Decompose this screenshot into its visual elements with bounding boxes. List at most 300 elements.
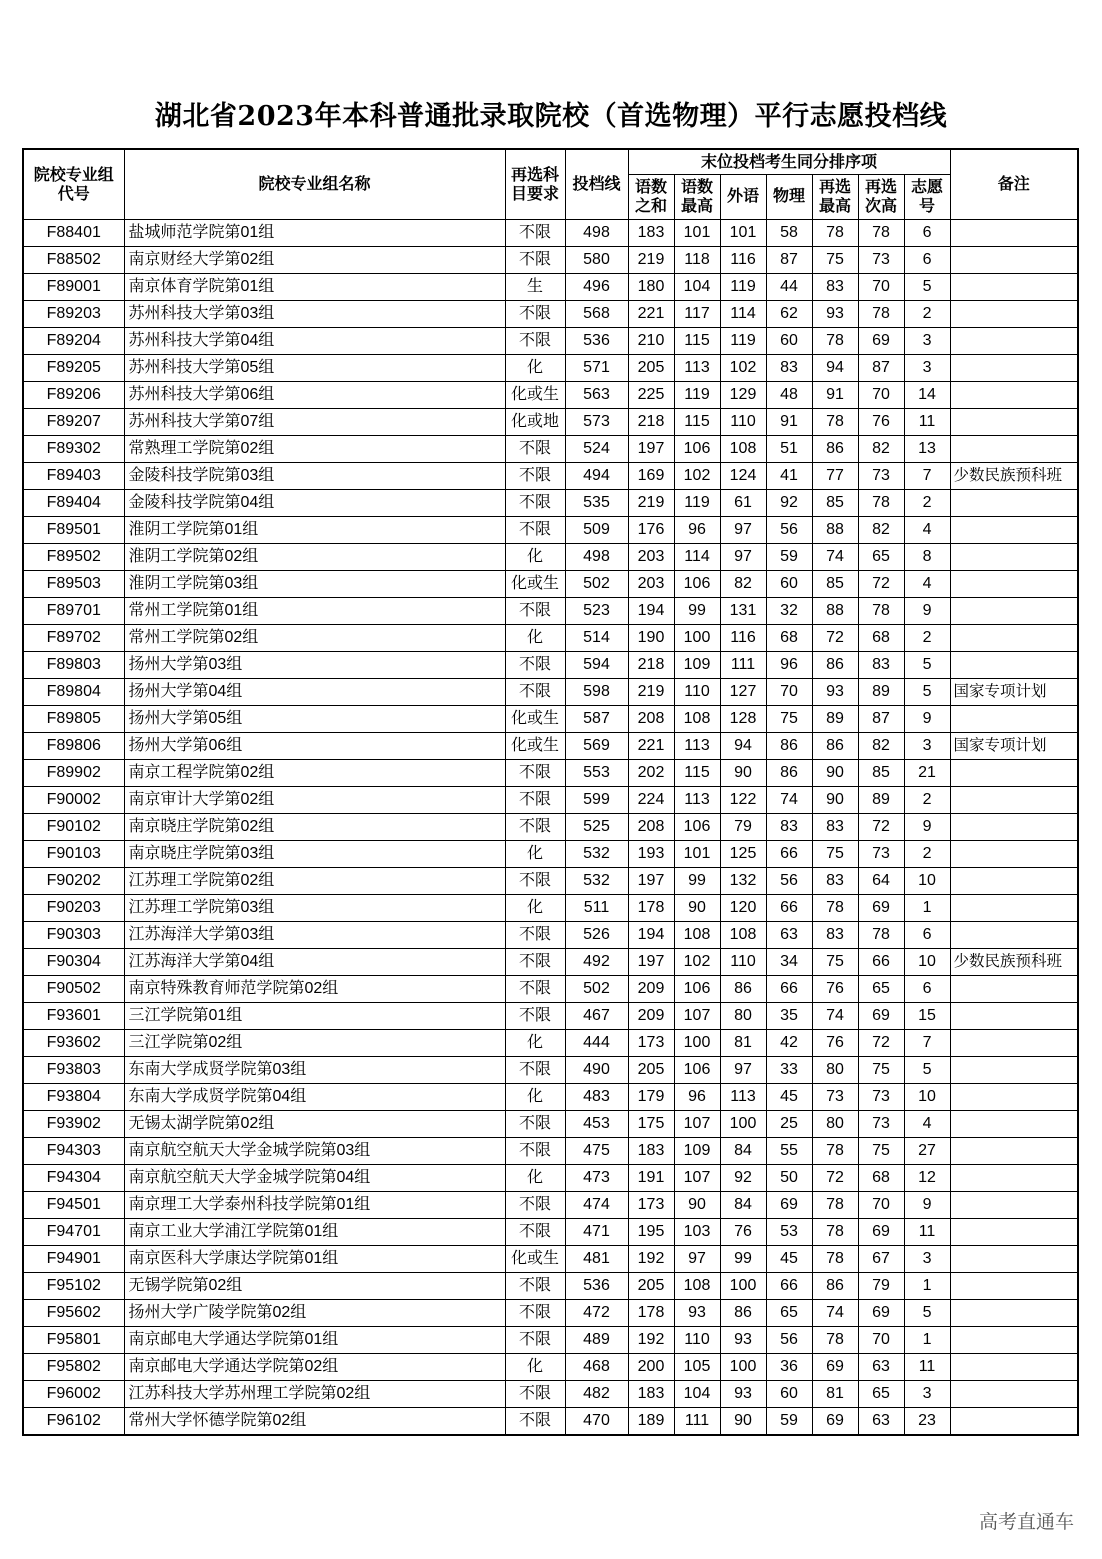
preference-number-cell: 11	[904, 1219, 950, 1246]
preference-number-cell: 1	[904, 895, 950, 922]
chinese-math-sum-cell: 192	[628, 1327, 674, 1354]
group-code-cell: F93601	[23, 1003, 124, 1030]
group-code-cell: F96102	[23, 1408, 124, 1436]
group-code-cell: F89001	[23, 274, 124, 301]
subject-requirement-cell: 化	[505, 355, 565, 382]
elective-max-cell: 90	[812, 760, 858, 787]
foreign-language-cell: 108	[720, 922, 766, 949]
chinese-math-max-cell: 110	[674, 679, 720, 706]
table-row	[23, 301, 1078, 328]
chinese-math-max-cell: 106	[674, 976, 720, 1003]
cutoff-score-cell: 532	[565, 868, 628, 895]
preference-number-cell: 2	[904, 787, 950, 814]
group-name-cell: 苏州科技大学第05组	[124, 355, 505, 382]
table-row	[23, 1165, 1078, 1192]
group-code-cell: F90304	[23, 949, 124, 976]
cutoff-score-cell: 587	[565, 706, 628, 733]
elective-max-cell: 72	[812, 1165, 858, 1192]
cutoff-score-cell: 471	[565, 1219, 628, 1246]
elective-second-cell: 72	[858, 1030, 904, 1057]
chinese-math-sum-cell: 173	[628, 1030, 674, 1057]
cutoff-score-cell: 475	[565, 1138, 628, 1165]
chinese-math-sum-cell: 169	[628, 463, 674, 490]
cutoff-score-cell: 474	[565, 1192, 628, 1219]
group-code-cell: F90102	[23, 814, 124, 841]
physics-cell: 25	[766, 1111, 812, 1138]
chinese-math-max-cell: 105	[674, 1354, 720, 1381]
preference-number-cell: 6	[904, 922, 950, 949]
chinese-math-sum-cell: 219	[628, 247, 674, 274]
cutoff-score-cell: 498	[565, 220, 628, 247]
subject-requirement-cell: 不限	[505, 949, 565, 976]
remark-cell	[950, 247, 1078, 274]
subject-requirement-cell: 化	[505, 625, 565, 652]
admission-score-table	[22, 148, 1079, 1436]
elective-second-cell: 87	[858, 355, 904, 382]
subject-requirement-cell: 化或生	[505, 382, 565, 409]
chinese-math-max-cell: 113	[674, 733, 720, 760]
foreign-language-cell: 122	[720, 787, 766, 814]
table-row	[23, 517, 1078, 544]
remark-cell	[950, 1084, 1078, 1111]
cutoff-score-cell: 473	[565, 1165, 628, 1192]
chinese-math-max-cell: 113	[674, 787, 720, 814]
elective-second-cell: 73	[858, 247, 904, 274]
remark-cell	[950, 517, 1078, 544]
elective-second-cell: 75	[858, 1138, 904, 1165]
preference-number-cell: 27	[904, 1138, 950, 1165]
remark-cell	[950, 1273, 1078, 1300]
group-code-cell: F89902	[23, 760, 124, 787]
foreign-language-cell: 94	[720, 733, 766, 760]
preference-number-cell: 9	[904, 1192, 950, 1219]
subject-requirement-cell: 不限	[505, 328, 565, 355]
chinese-math-max-cell: 113	[674, 355, 720, 382]
elective-second-cell: 76	[858, 409, 904, 436]
group-code-cell: F90202	[23, 868, 124, 895]
elective-max-cell: 78	[812, 1192, 858, 1219]
subject-requirement-cell: 不限	[505, 1219, 565, 1246]
remark-cell	[950, 1327, 1078, 1354]
subject-requirement-cell: 不限	[505, 1300, 565, 1327]
group-code-cell: F89804	[23, 679, 124, 706]
chinese-math-max-cell: 119	[674, 382, 720, 409]
table-row	[23, 652, 1078, 679]
elective-second-cell: 70	[858, 382, 904, 409]
elective-second-cell: 70	[858, 1192, 904, 1219]
preference-number-cell: 5	[904, 1057, 950, 1084]
subject-requirement-cell: 不限	[505, 679, 565, 706]
elective-max-cell: 89	[812, 706, 858, 733]
table-row	[23, 949, 1078, 976]
elective-second-cell: 63	[858, 1408, 904, 1436]
header-sub-5: 再选次高	[858, 175, 904, 220]
cutoff-score-cell: 502	[565, 571, 628, 598]
preference-number-cell: 10	[904, 868, 950, 895]
chinese-math-sum-cell: 197	[628, 436, 674, 463]
cutoff-score-cell: 526	[565, 922, 628, 949]
remark-cell	[950, 544, 1078, 571]
table-row	[23, 1084, 1078, 1111]
chinese-math-max-cell: 101	[674, 220, 720, 247]
table-row	[23, 625, 1078, 652]
chinese-math-max-cell: 106	[674, 814, 720, 841]
table-row	[23, 706, 1078, 733]
group-name-cell: 金陵科技学院第04组	[124, 490, 505, 517]
physics-cell: 44	[766, 274, 812, 301]
chinese-math-max-cell: 115	[674, 409, 720, 436]
group-name-cell: 南京邮电大学通达学院第02组	[124, 1354, 505, 1381]
foreign-language-cell: 82	[720, 571, 766, 598]
foreign-language-cell: 108	[720, 436, 766, 463]
physics-cell: 53	[766, 1219, 812, 1246]
elective-second-cell: 78	[858, 301, 904, 328]
physics-cell: 51	[766, 436, 812, 463]
chinese-math-sum-cell: 200	[628, 1354, 674, 1381]
header-sub-3: 物理	[766, 175, 812, 220]
subject-requirement-cell: 不限	[505, 1327, 565, 1354]
header-sub-4: 再选最高	[812, 175, 858, 220]
cutoff-score-cell: 536	[565, 328, 628, 355]
cutoff-score-cell: 502	[565, 976, 628, 1003]
remark-cell	[950, 1354, 1078, 1381]
table-row	[23, 1300, 1078, 1327]
remark-cell	[950, 895, 1078, 922]
chinese-math-max-cell: 97	[674, 1246, 720, 1273]
group-code-cell: F94701	[23, 1219, 124, 1246]
subject-requirement-cell: 化或生	[505, 733, 565, 760]
chinese-math-sum-cell: 176	[628, 517, 674, 544]
group-name-cell: 无锡学院第02组	[124, 1273, 505, 1300]
group-code-cell: F89403	[23, 463, 124, 490]
chinese-math-sum-cell: 202	[628, 760, 674, 787]
remark-cell	[950, 1381, 1078, 1408]
chinese-math-sum-cell: 183	[628, 1138, 674, 1165]
remark-cell	[950, 625, 1078, 652]
cutoff-score-cell: 569	[565, 733, 628, 760]
foreign-language-cell: 97	[720, 544, 766, 571]
preference-number-cell: 2	[904, 490, 950, 517]
subject-requirement-cell: 不限	[505, 1003, 565, 1030]
group-code-cell: F93602	[23, 1030, 124, 1057]
physics-cell: 63	[766, 922, 812, 949]
chinese-math-sum-cell: 209	[628, 976, 674, 1003]
remark-cell: 国家专项计划	[950, 733, 1078, 760]
table-row	[23, 1057, 1078, 1084]
chinese-math-max-cell: 109	[674, 652, 720, 679]
table-row	[23, 328, 1078, 355]
subject-requirement-cell: 化或生	[505, 571, 565, 598]
elective-second-cell: 69	[858, 328, 904, 355]
physics-cell: 45	[766, 1084, 812, 1111]
foreign-language-cell: 120	[720, 895, 766, 922]
remark-cell: 少数民族预科班	[950, 463, 1078, 490]
foreign-language-cell: 84	[720, 1138, 766, 1165]
elective-second-cell: 78	[858, 490, 904, 517]
chinese-math-max-cell: 100	[674, 625, 720, 652]
physics-cell: 70	[766, 679, 812, 706]
cutoff-score-cell: 489	[565, 1327, 628, 1354]
elective-second-cell: 68	[858, 1165, 904, 1192]
cutoff-score-cell: 482	[565, 1381, 628, 1408]
remark-cell	[950, 868, 1078, 895]
physics-cell: 66	[766, 976, 812, 1003]
remark-cell: 国家专项计划	[950, 679, 1078, 706]
elective-max-cell: 69	[812, 1354, 858, 1381]
chinese-math-max-cell: 102	[674, 949, 720, 976]
preference-number-cell: 5	[904, 274, 950, 301]
elective-max-cell: 93	[812, 679, 858, 706]
chinese-math-max-cell: 107	[674, 1003, 720, 1030]
group-code-cell: F96002	[23, 1381, 124, 1408]
cutoff-score-cell: 514	[565, 625, 628, 652]
subject-requirement-cell: 不限	[505, 220, 565, 247]
chinese-math-max-cell: 100	[674, 1030, 720, 1057]
chinese-math-sum-cell: 183	[628, 1381, 674, 1408]
chinese-math-sum-cell: 173	[628, 1192, 674, 1219]
cutoff-score-cell: 536	[565, 1273, 628, 1300]
elective-second-cell: 73	[858, 1111, 904, 1138]
page-title: 湖北省2023年本科普通批录取院校（首选物理）平行志愿投档线	[154, 101, 948, 132]
remark-cell	[950, 328, 1078, 355]
group-code-cell: F90303	[23, 922, 124, 949]
subject-requirement-cell: 不限	[505, 1408, 565, 1436]
group-name-cell: 南京晓庄学院第03组	[124, 841, 505, 868]
group-name-cell: 东南大学成贤学院第04组	[124, 1084, 505, 1111]
preference-number-cell: 5	[904, 652, 950, 679]
remark-cell	[950, 706, 1078, 733]
group-code-cell: F93804	[23, 1084, 124, 1111]
chinese-math-sum-cell: 192	[628, 1246, 674, 1273]
table-row	[23, 814, 1078, 841]
remark-cell	[950, 1057, 1078, 1084]
elective-second-cell: 78	[858, 598, 904, 625]
foreign-language-cell: 97	[720, 517, 766, 544]
remark-cell	[950, 301, 1078, 328]
preference-number-cell: 6	[904, 976, 950, 1003]
group-code-cell: F93803	[23, 1057, 124, 1084]
chinese-math-max-cell: 104	[674, 1381, 720, 1408]
preference-number-cell: 2	[904, 301, 950, 328]
subject-requirement-cell: 不限	[505, 463, 565, 490]
header-score: 投档线	[565, 149, 628, 220]
group-code-cell: F89206	[23, 382, 124, 409]
subject-requirement-cell: 化	[505, 544, 565, 571]
group-code-cell: F90002	[23, 787, 124, 814]
foreign-language-cell: 76	[720, 1219, 766, 1246]
chinese-math-sum-cell: 225	[628, 382, 674, 409]
preference-number-cell: 11	[904, 409, 950, 436]
elective-max-cell: 78	[812, 895, 858, 922]
preference-number-cell: 3	[904, 328, 950, 355]
remark-cell	[950, 355, 1078, 382]
elective-second-cell: 79	[858, 1273, 904, 1300]
cutoff-score-cell: 494	[565, 463, 628, 490]
subject-requirement-cell: 不限	[505, 1192, 565, 1219]
cutoff-score-cell: 553	[565, 760, 628, 787]
cutoff-score-cell: 481	[565, 1246, 628, 1273]
chinese-math-max-cell: 106	[674, 1057, 720, 1084]
group-code-cell: F90203	[23, 895, 124, 922]
elective-max-cell: 85	[812, 571, 858, 598]
preference-number-cell: 5	[904, 679, 950, 706]
remark-cell	[950, 1408, 1078, 1436]
group-name-cell: 江苏理工学院第02组	[124, 868, 505, 895]
chinese-math-max-cell: 104	[674, 274, 720, 301]
subject-requirement-cell: 不限	[505, 922, 565, 949]
foreign-language-cell: 90	[720, 760, 766, 787]
group-code-cell: F94901	[23, 1246, 124, 1273]
cutoff-score-cell: 535	[565, 490, 628, 517]
cutoff-score-cell: 453	[565, 1111, 628, 1138]
physics-cell: 59	[766, 544, 812, 571]
chinese-math-sum-cell: 203	[628, 544, 674, 571]
table-row	[23, 220, 1078, 247]
foreign-language-cell: 84	[720, 1192, 766, 1219]
elective-second-cell: 68	[858, 625, 904, 652]
table-row	[23, 463, 1078, 490]
table-row	[23, 544, 1078, 571]
chinese-math-max-cell: 114	[674, 544, 720, 571]
group-code-cell: F89302	[23, 436, 124, 463]
foreign-language-cell: 125	[720, 841, 766, 868]
physics-cell: 45	[766, 1246, 812, 1273]
elective-max-cell: 74	[812, 1003, 858, 1030]
remark-cell	[950, 814, 1078, 841]
cutoff-score-cell: 470	[565, 1408, 628, 1436]
elective-second-cell: 89	[858, 679, 904, 706]
subject-requirement-cell: 不限	[505, 868, 565, 895]
physics-cell: 86	[766, 760, 812, 787]
chinese-math-sum-cell: 183	[628, 220, 674, 247]
remark-cell	[950, 841, 1078, 868]
chinese-math-sum-cell: 190	[628, 625, 674, 652]
chinese-math-max-cell: 99	[674, 598, 720, 625]
cutoff-score-cell: 573	[565, 409, 628, 436]
physics-cell: 55	[766, 1138, 812, 1165]
table-row	[23, 409, 1078, 436]
preference-number-cell: 3	[904, 733, 950, 760]
group-name-cell: 常州大学怀德学院第02组	[124, 1408, 505, 1436]
remark-cell	[950, 598, 1078, 625]
chinese-math-sum-cell: 218	[628, 652, 674, 679]
preference-number-cell: 6	[904, 247, 950, 274]
group-code-cell: F95802	[23, 1354, 124, 1381]
group-code-cell: F89701	[23, 598, 124, 625]
foreign-language-cell: 80	[720, 1003, 766, 1030]
elective-max-cell: 83	[812, 868, 858, 895]
subject-requirement-cell: 不限	[505, 436, 565, 463]
elective-second-cell: 69	[858, 1219, 904, 1246]
table-row	[23, 247, 1078, 274]
remark-cell	[950, 274, 1078, 301]
physics-cell: 91	[766, 409, 812, 436]
group-name-cell: 常州工学院第02组	[124, 625, 505, 652]
chinese-math-sum-cell: 205	[628, 355, 674, 382]
foreign-language-cell: 61	[720, 490, 766, 517]
chinese-math-max-cell: 90	[674, 1192, 720, 1219]
chinese-math-sum-cell: 205	[628, 1057, 674, 1084]
chinese-math-sum-cell: 191	[628, 1165, 674, 1192]
cutoff-score-cell: 483	[565, 1084, 628, 1111]
physics-cell: 42	[766, 1030, 812, 1057]
remark-cell	[950, 571, 1078, 598]
table-row	[23, 976, 1078, 1003]
preference-number-cell: 21	[904, 760, 950, 787]
preference-number-cell: 4	[904, 571, 950, 598]
foreign-language-cell: 116	[720, 625, 766, 652]
header-name: 院校专业组名称	[124, 149, 505, 220]
physics-cell: 62	[766, 301, 812, 328]
cutoff-score-cell: 498	[565, 544, 628, 571]
elective-max-cell: 93	[812, 301, 858, 328]
chinese-math-max-cell: 108	[674, 706, 720, 733]
table-row	[23, 841, 1078, 868]
group-code-cell: F89203	[23, 301, 124, 328]
chinese-math-sum-cell: 219	[628, 490, 674, 517]
chinese-math-sum-cell: 189	[628, 1408, 674, 1436]
group-name-cell: 江苏海洋大学第03组	[124, 922, 505, 949]
preference-number-cell: 23	[904, 1408, 950, 1436]
foreign-language-cell: 113	[720, 1084, 766, 1111]
preference-number-cell: 8	[904, 544, 950, 571]
group-name-cell: 淮阴工学院第01组	[124, 517, 505, 544]
cutoff-score-cell: 509	[565, 517, 628, 544]
elective-max-cell: 88	[812, 517, 858, 544]
group-code-cell: F89207	[23, 409, 124, 436]
group-code-cell: F89503	[23, 571, 124, 598]
subject-requirement-cell: 不限	[505, 1057, 565, 1084]
remark-cell	[950, 1246, 1078, 1273]
foreign-language-cell: 119	[720, 274, 766, 301]
subject-requirement-cell: 不限	[505, 652, 565, 679]
elective-max-cell: 86	[812, 1273, 858, 1300]
remark-cell	[950, 787, 1078, 814]
header-sub-0: 语数之和	[628, 175, 674, 220]
preference-number-cell: 1	[904, 1327, 950, 1354]
group-code-cell: F93902	[23, 1111, 124, 1138]
group-code-cell: F95602	[23, 1300, 124, 1327]
chinese-math-max-cell: 117	[674, 301, 720, 328]
elective-second-cell: 78	[858, 922, 904, 949]
remark-cell	[950, 760, 1078, 787]
physics-cell: 65	[766, 1300, 812, 1327]
table-row	[23, 1138, 1078, 1165]
elective-second-cell: 87	[858, 706, 904, 733]
preference-number-cell: 2	[904, 625, 950, 652]
physics-cell: 87	[766, 247, 812, 274]
chinese-math-sum-cell: 178	[628, 895, 674, 922]
elective-second-cell: 73	[858, 1084, 904, 1111]
elective-max-cell: 83	[812, 922, 858, 949]
elective-max-cell: 86	[812, 652, 858, 679]
elective-max-cell: 77	[812, 463, 858, 490]
group-name-cell: 南京体育学院第01组	[124, 274, 505, 301]
table-row	[23, 1273, 1078, 1300]
elective-second-cell: 70	[858, 1327, 904, 1354]
foreign-language-cell: 100	[720, 1111, 766, 1138]
group-name-cell: 南京工业大学浦江学院第01组	[124, 1219, 505, 1246]
table-row	[23, 1219, 1078, 1246]
preference-number-cell: 9	[904, 814, 950, 841]
group-name-cell: 常州工学院第01组	[124, 598, 505, 625]
group-name-cell: 淮阴工学院第03组	[124, 571, 505, 598]
elective-second-cell: 83	[858, 652, 904, 679]
elective-second-cell: 82	[858, 517, 904, 544]
subject-requirement-cell: 化或地	[505, 409, 565, 436]
remark-cell	[950, 1219, 1078, 1246]
foreign-language-cell: 93	[720, 1327, 766, 1354]
